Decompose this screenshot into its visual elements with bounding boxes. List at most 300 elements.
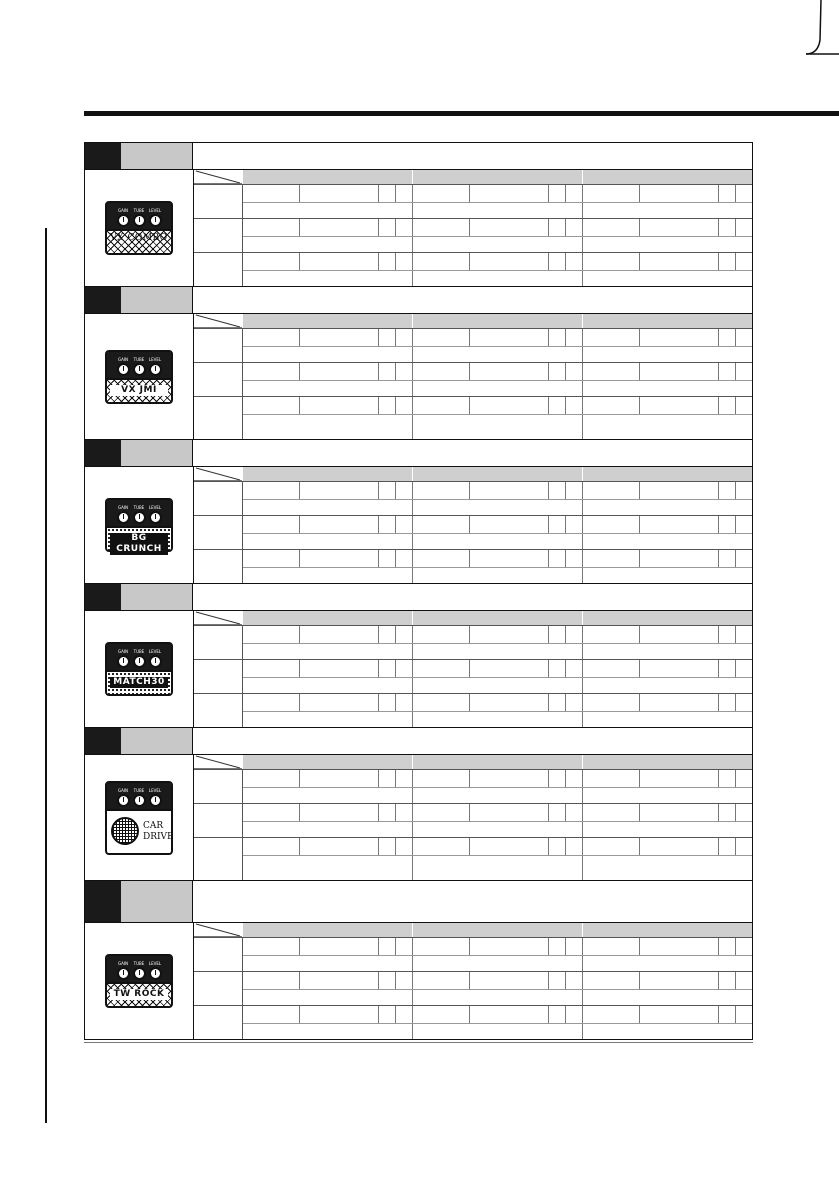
knob-group [194,971,752,1005]
header-rule [84,111,839,116]
effect-name [121,287,193,313]
parameter-flag [549,694,566,711]
parameter-flag [736,397,752,414]
parameter-range [470,972,549,989]
parameter-description [243,856,412,880]
parameter-description [243,956,412,971]
parameter-flag [379,482,396,499]
parameter-name [413,626,470,643]
parameter-name [243,804,300,821]
parameter-cell [412,804,582,821]
parameter-name [413,516,470,533]
knob-parameter-row [243,1006,752,1024]
parameter-name [583,1006,640,1023]
parameter-description [582,347,752,362]
parameter-name [243,482,300,499]
effect-name [121,143,193,169]
parameter-flag [396,219,412,236]
column-header-row [194,170,752,184]
knob-label: LEVEL [148,961,162,966]
knob-parameter-row [243,219,752,237]
parameter-cell [243,804,412,821]
column-header [242,755,412,769]
parameter-flag [549,482,566,499]
parameter-flag [719,1006,736,1023]
column-header-row [194,611,752,625]
parameter-range [640,694,719,711]
parameter-range [640,972,719,989]
table-corner-cell [194,467,242,481]
amp-icon [105,642,173,696]
parameter-flag [719,660,736,677]
parameter-flag [379,660,396,677]
knob-label-cell [194,1006,243,1039]
parameter-description-row [243,822,752,837]
parameter-range [300,329,379,346]
effect-block [84,142,753,287]
parameter-range [300,219,379,236]
knob-label-cell [194,626,243,659]
parameter-description-row [243,534,752,549]
knob-label: GAIN [117,505,128,510]
knob-parameter-row [243,253,752,271]
parameter-description-row [243,203,752,218]
parameter-range [300,185,379,202]
parameter-cell [412,770,582,787]
effect-block [84,728,753,881]
parameter-name [243,770,300,787]
effect-block [84,584,753,728]
knob-icon [133,655,146,668]
effect-header [85,728,752,755]
knob-icon [117,967,130,980]
effect-header [85,287,752,314]
parameter-flag [719,804,736,821]
parameter-flag [379,397,396,414]
parameter-description [582,500,752,515]
parameter-flag [549,363,566,380]
parameter-range [640,550,719,567]
parameter-name [243,219,300,236]
parameter-flag [736,329,752,346]
parameter-cell [412,838,582,855]
parameter-flag [396,626,412,643]
parameter-description [582,822,752,837]
parameter-flag [379,770,396,787]
parameter-flag [396,838,412,855]
parameter-flag [719,550,736,567]
parameter-flag [396,1006,412,1023]
parameter-range [470,185,549,202]
parameter-range [470,660,549,677]
parameter-cell [412,1006,582,1023]
knob-label: LEVEL [148,356,162,362]
effect-id [85,143,121,169]
column-header [582,923,752,937]
amp-control-panel [107,783,171,809]
amp-model-label: TW ROCK [110,989,168,1000]
effect-description [193,728,752,754]
parameter-range [300,397,379,414]
parameter-flag [566,626,582,643]
knob-label: LEVEL [148,208,162,213]
parameter-flag [719,972,736,989]
knob-group [194,659,752,693]
parameter-name [413,770,470,787]
parameter-range [470,694,549,711]
knob-parameter-row [243,838,752,856]
knob-parameter-row [243,516,752,534]
parameter-range [300,660,379,677]
effect-name [121,728,193,754]
parameter-range [300,482,379,499]
parameter-flag [379,253,396,270]
parameter-cell [243,972,412,989]
parameter-flag [736,660,752,677]
parameter-description [243,415,412,439]
parameter-range [640,804,719,821]
parameter-flag [379,626,396,643]
amp-model-label: VX COMBO [110,233,168,243]
amp-grille [107,670,171,694]
knob-parameter-row [243,660,752,678]
amp-model-label: CAR DRIVE [143,820,174,842]
effect-header [85,584,752,611]
knob-label-cell [194,972,243,1005]
parameter-cell [243,938,412,955]
parameter-flag [549,397,566,414]
parameter-flag [396,397,412,414]
parameter-name [243,363,300,380]
parameter-flag [396,363,412,380]
left-margin-rule [45,228,47,1123]
parameter-flag [549,185,566,202]
knob-label-cell [194,219,243,252]
parameter-flag [566,804,582,821]
knob-label-cell [194,938,243,971]
parameter-flag [379,1006,396,1023]
parameter-flag [566,329,582,346]
parameter-cell [412,329,582,346]
knob-group [194,328,752,362]
parameter-range [640,185,719,202]
knob-label: GAIN [117,787,128,793]
parameter-description [412,644,582,659]
parameter-description-row [243,237,752,252]
parameter-range [640,363,719,380]
parameter-description-row [243,990,752,1005]
parameter-flag [736,972,752,989]
parameter-name [583,938,640,955]
knob-icon [117,214,130,227]
parameter-flag [566,397,582,414]
knob-label: TUBE [133,356,145,362]
effect-image-cell [85,467,194,583]
parameter-range [470,770,549,787]
knob-group [194,937,752,971]
column-header [582,467,752,481]
parameter-cell [412,516,582,533]
parameter-flag [549,329,566,346]
amp-grille [107,982,171,1006]
parameter-description-row [243,712,752,727]
parameter-cell [582,1006,752,1023]
speaker-icon [111,817,139,845]
knob-label: GAIN [117,208,128,213]
knob-label-cell [194,329,243,362]
column-header [582,314,752,328]
parameter-description [412,788,582,803]
parameter-name [243,694,300,711]
table-corner-cell [194,170,242,184]
knob-label-cell [194,482,243,515]
amp-icon [105,201,173,255]
parameter-range [300,626,379,643]
parameter-flag [396,770,412,787]
parameter-range [470,938,549,955]
parameter-flag [396,694,412,711]
parameter-range [300,804,379,821]
parameter-description [582,990,752,1005]
column-header [412,170,582,184]
parameter-description-row [243,956,752,971]
table-corner-cell [194,611,242,625]
parameter-range [300,253,379,270]
parameter-cell [412,397,582,414]
parameter-description [582,644,752,659]
parameter-description [243,568,412,583]
parameter-range [470,253,549,270]
parameter-description [243,990,412,1005]
parameter-range [640,482,719,499]
parameter-name [413,660,470,677]
parameter-flag [379,938,396,955]
parameter-description [243,1024,412,1039]
knob-icon [149,214,162,227]
amp-grille [107,229,171,253]
parameter-description [243,347,412,362]
parameter-description [243,712,412,727]
knob-icon [117,655,130,668]
knob-icon [117,363,130,376]
parameter-table [194,611,752,727]
parameter-flag [566,770,582,787]
effect-body [85,755,752,880]
parameter-name [583,804,640,821]
parameter-name [583,770,640,787]
parameter-name [583,329,640,346]
knob-group [194,549,752,583]
parameter-flag [719,516,736,533]
parameter-description [243,381,412,396]
parameter-flag [566,363,582,380]
amp-grille [107,526,171,554]
column-header-row [194,755,752,769]
knob-label: GAIN [117,356,128,362]
parameter-flag [549,770,566,787]
parameter-range [300,694,379,711]
parameter-description-row [243,788,752,803]
parameter-cell [243,363,412,380]
knob-label: TUBE [133,787,145,793]
parameter-name [243,1006,300,1023]
parameter-table [194,923,752,1039]
parameter-flag [549,516,566,533]
parameter-description [412,1024,582,1039]
knob-parameter-row [243,482,752,500]
parameter-name [243,185,300,202]
amp-control-panel [107,203,171,229]
parameter-cell [412,938,582,955]
parameter-range [300,972,379,989]
parameter-name [243,972,300,989]
parameter-name [413,397,470,414]
effect-body [85,314,752,439]
knob-icon [149,511,162,524]
parameter-cell [243,185,412,202]
effect-name [121,440,193,466]
parameter-flag [379,185,396,202]
parameter-description [412,822,582,837]
parameter-cell [412,972,582,989]
parameter-flag [566,938,582,955]
parameter-range [640,219,719,236]
parameter-cell [243,770,412,787]
parameter-cell [243,1006,412,1023]
parameter-range [470,329,549,346]
parameter-name [583,397,640,414]
column-header [242,467,412,481]
knob-label-cell [194,253,243,286]
parameter-description-row [243,381,752,396]
knob-group [194,515,752,549]
knob-icon [149,967,162,980]
parameter-flag [549,972,566,989]
parameter-range [640,516,719,533]
parameter-range [300,550,379,567]
knob-label: GAIN [117,649,128,654]
amp-control-panel [107,500,171,526]
parameter-flag [566,482,582,499]
parameter-flag [396,804,412,821]
parameter-range [640,770,719,787]
parameter-flag [719,397,736,414]
knob-parameter-row [243,804,752,822]
parameter-name [413,329,470,346]
parameter-name [583,626,640,643]
parameter-flag [549,626,566,643]
parameter-description-row [243,500,752,515]
amp-icon [105,781,173,855]
parameter-flag [736,770,752,787]
parameter-cell [412,219,582,236]
knob-label: TUBE [133,505,145,510]
parameter-name [583,550,640,567]
effect-block [84,440,753,584]
parameter-flag [736,938,752,955]
knob-group [194,184,752,218]
amp-control-panel [107,956,171,982]
parameter-flag [379,804,396,821]
parameter-name [583,482,640,499]
parameter-description [582,237,752,252]
column-header [412,611,582,625]
column-header [412,467,582,481]
knob-group [194,803,752,837]
parameter-name [413,253,470,270]
parameter-description [582,788,752,803]
knob-label-cell [194,660,243,693]
knob-group [194,362,752,396]
parameter-description [582,534,752,549]
parameter-cell [582,363,752,380]
effect-header [85,440,752,467]
column-header-row [194,923,752,937]
parameter-flag [379,219,396,236]
parameter-description [412,500,582,515]
column-header [582,755,752,769]
parameter-flag [549,838,566,855]
column-header-row [194,314,752,328]
parameter-description-row [243,347,752,362]
column-header [412,755,582,769]
amp-icon [105,954,173,1008]
parameter-flag [396,550,412,567]
parameter-range [300,770,379,787]
knob-icon [133,363,146,376]
effect-id [85,881,121,922]
parameter-flag [566,219,582,236]
amp-front [107,809,174,853]
effect-image-cell [85,170,194,286]
parameter-range [470,550,549,567]
parameter-cell [582,626,752,643]
page-corner-line [0,0,839,70]
effect-description [193,584,752,610]
parameter-flag [719,329,736,346]
amp-icon [105,498,173,552]
column-header [582,611,752,625]
parameter-name [583,972,640,989]
parameter-range [640,938,719,955]
knob-group [194,481,752,515]
parameter-cell [243,329,412,346]
parameter-cell [582,550,752,567]
parameter-flag [736,550,752,567]
parameter-description [582,712,752,727]
parameter-cell [412,694,582,711]
knob-icon [133,794,146,807]
parameter-flag [549,660,566,677]
amp-control-panel [107,644,171,670]
amp-control-panel [107,352,171,378]
knob-label-cell [194,185,243,218]
parameter-description [412,678,582,693]
effect-id [85,584,121,610]
column-header [242,611,412,625]
parameter-description [412,203,582,218]
parameter-flag [736,838,752,855]
parameter-description [412,237,582,252]
parameter-cell [412,185,582,202]
knob-label: GAIN [117,961,128,966]
parameter-description-row [243,1024,752,1039]
parameter-name [413,482,470,499]
parameter-description [412,956,582,971]
parameter-flag [396,185,412,202]
parameter-cell [582,329,752,346]
parameter-description [582,678,752,693]
